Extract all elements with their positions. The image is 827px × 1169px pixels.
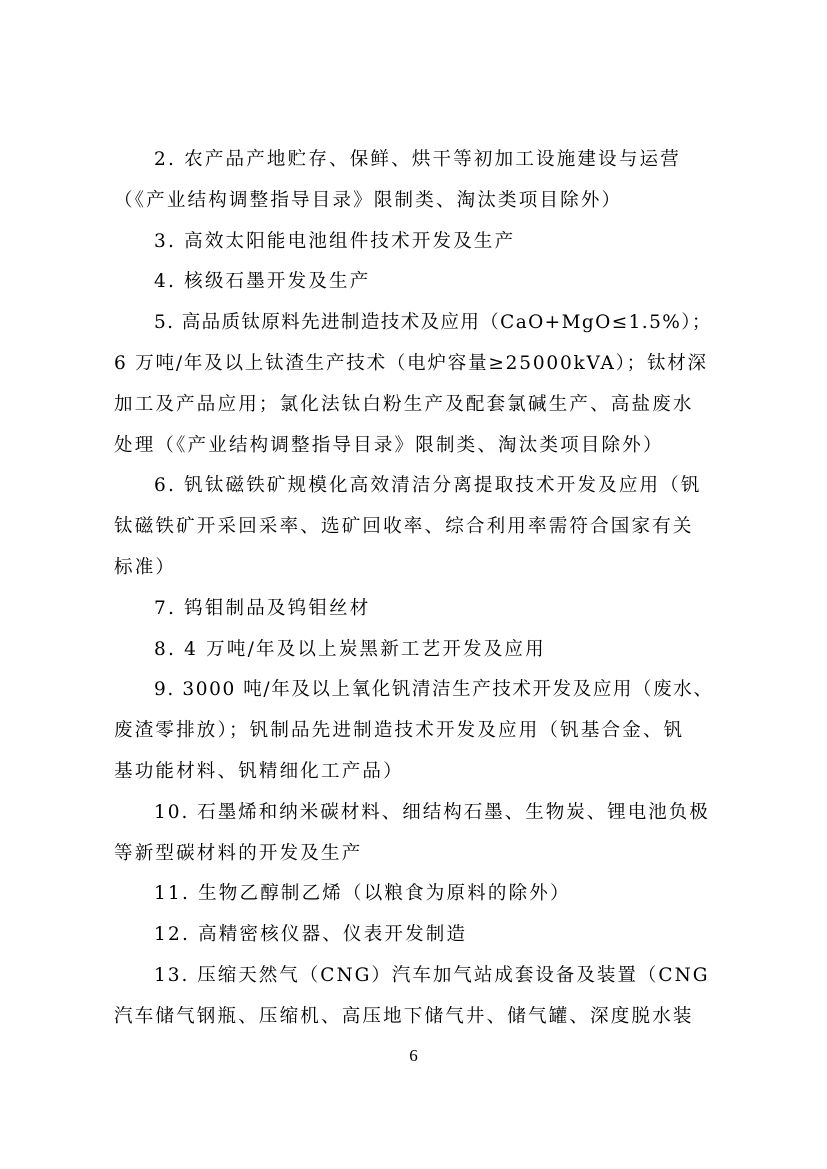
text-line: 7. 钨钼制品及钨钼丝材: [154, 597, 371, 619]
text-line: 标准）: [114, 556, 177, 578]
text-line: 10. 石墨烯和纳米碳材料、细结构石墨、生物炭、锂电池负极: [154, 801, 710, 823]
text-line: 4. 核级石墨开发及生产: [154, 271, 371, 293]
text-line: 8. 4 万吨/年及以上炭黑新工艺开发及应用: [154, 638, 546, 660]
list-item: [114, 222, 714, 263]
text-line: 加工及产品应用；氯化法钛白粉生产及配套氯碱生产、高盐废水: [114, 393, 694, 415]
list-item: [114, 589, 714, 630]
text-line: 2. 农产品产地贮存、保鲜、烘干等初加工设施建设与运营: [154, 149, 681, 170]
page-number: 6: [409, 1046, 418, 1065]
text-line: 处理（《产业结构调整指导目录》限制类、淘汰类项目除外）: [114, 434, 664, 456]
text-line: 13. 压缩天然气（CNG）汽车加气站成套设备及装置（CNG: [154, 964, 710, 986]
list-item: [114, 793, 714, 875]
text-line: 汽车储气钢瓶、压缩机、高压地下储气井、储气罐、深度脱水装: [114, 1005, 694, 1027]
list-item: [114, 262, 714, 303]
text-line: 5. 高品质钛原料先进制造技术及应用（CaO+MgO≤1.5%）；: [154, 312, 712, 334]
text-line: 废渣零排放）；钒制品先进制造技术开发及应用（钒基合金、钒: [114, 720, 685, 742]
text-line: 12. 高精密核仪器、仪表开发制造: [154, 924, 468, 946]
document-body: [114, 140, 714, 1038]
text-line: （《产业结构调整指导目录》限制类、淘汰类项目除外）: [114, 189, 623, 211]
text-line: 3. 高效太阳能电池组件技术开发及生产: [154, 230, 516, 252]
text-line: 等新型碳材料的开发及生产: [114, 842, 363, 864]
text-line: 11. 生物乙醇制乙烯（以粮食为原料的除外）: [154, 883, 571, 905]
text-line: 基功能材料、钒精细化工产品）: [114, 760, 404, 782]
list-item: [114, 140, 714, 222]
text-line: 6 万吨/年及以上钛渣生产技术（电炉容量≥25000kVA）；钛材深: [114, 352, 708, 374]
list-item: [114, 670, 714, 792]
list-item: [114, 466, 714, 588]
text-line: 钛磁铁矿开采回采率、选矿回收率、综合利用率需符合国家有关: [114, 516, 694, 538]
list-item: [114, 303, 714, 466]
list-item: [114, 915, 714, 956]
list-item: [114, 956, 714, 1038]
list-item: [114, 630, 714, 671]
text-line: 6. 钒钛磁铁矿规模化高效清洁分离提取技术开发及应用（钒: [154, 475, 702, 497]
list-item: [114, 874, 714, 915]
text-line: 9. 3000 吨/年及以上氧化钒清洁生产技术开发及应用（废水、: [154, 679, 714, 701]
